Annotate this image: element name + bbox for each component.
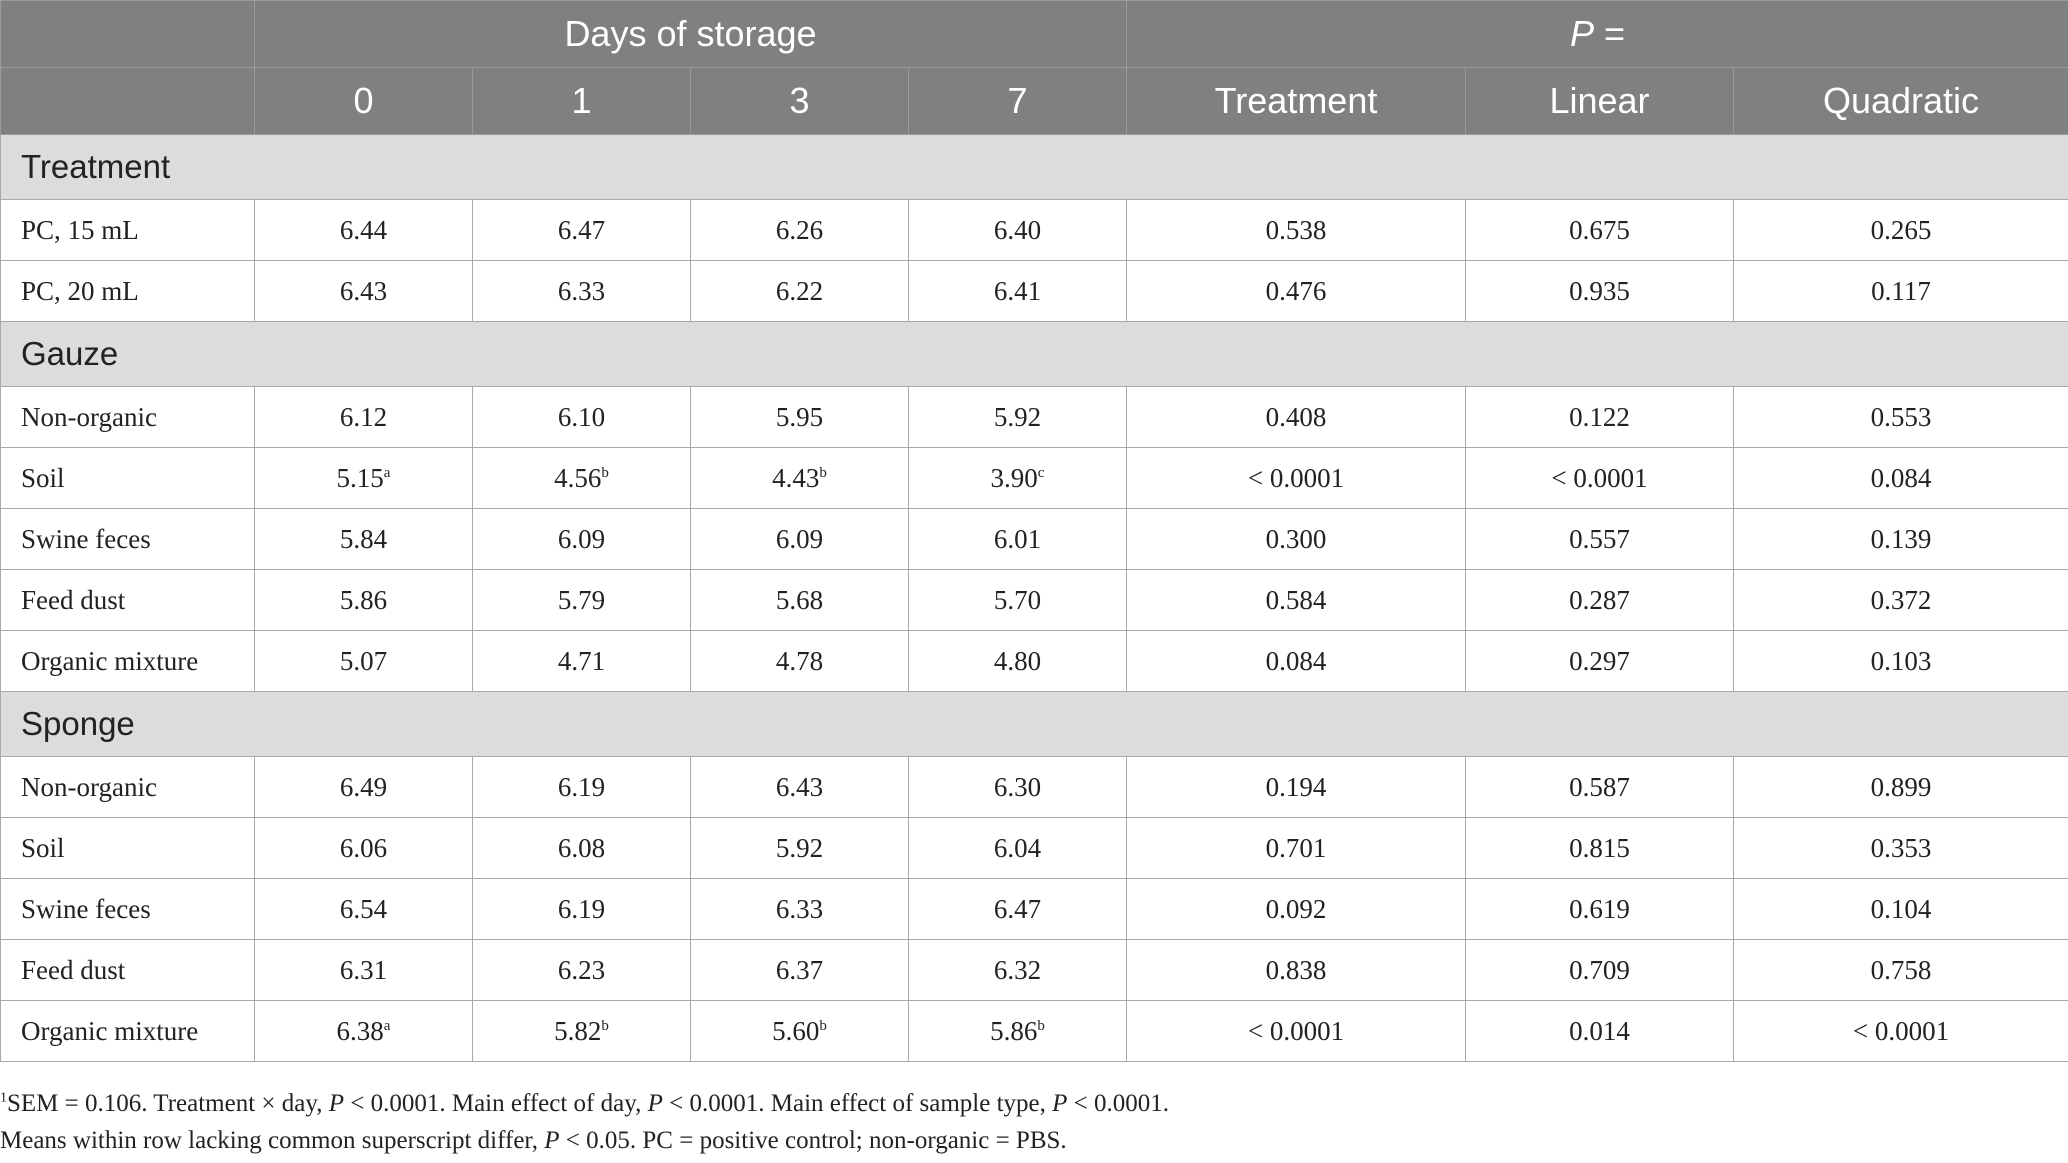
cell-value: 6.04 (993, 832, 1042, 863)
cell-day-3 (691, 757, 909, 818)
table-body (1, 135, 2068, 1062)
cell-day-3 (691, 509, 909, 570)
cell-p-quadratic: 0.758 (1734, 940, 2068, 1001)
cell-value: 5.79 (557, 584, 606, 615)
footnote-2-text-a: Means within row lacking common superscript differ, (0, 1127, 545, 1154)
row-label: PC, 15 mL (1, 200, 255, 261)
significance-letter: b (601, 1017, 609, 1034)
cell-day-1 (473, 200, 691, 261)
table-row (1, 261, 2068, 322)
cell-p-linear: < 0.0001 (1466, 448, 1734, 509)
cell-day-3 (691, 631, 909, 692)
cell-day-7 (909, 387, 1127, 448)
cell-day-3 (691, 200, 909, 261)
header-day-0: 0 (255, 68, 473, 135)
cell-value: 3.90 (990, 462, 1038, 493)
cell-value: 6.47 (557, 214, 606, 245)
footnote-2-p: P (544, 1127, 560, 1154)
cell-value: 6.33 (775, 893, 824, 924)
cell-value: 6.09 (775, 523, 824, 554)
header-day-1: 1 (473, 68, 691, 135)
header-p-label: P (1569, 13, 1594, 54)
footnote-1-p2: P (647, 1090, 663, 1117)
footnote-1-marker: 1 (0, 1090, 7, 1106)
cell-p-treatment: < 0.0001 (1127, 448, 1466, 509)
cell-p-linear: 0.619 (1466, 879, 1734, 940)
cell-p-linear: 0.014 (1466, 1001, 1734, 1062)
cell-day-3 (691, 570, 909, 631)
cell-value: 4.43 (772, 462, 820, 493)
cell-p-treatment: 0.476 (1127, 261, 1466, 322)
cell-p-treatment: 0.092 (1127, 879, 1466, 940)
cell-value: 5.07 (339, 645, 388, 676)
section-title: Sponge (1, 692, 2068, 757)
cell-value: 5.92 (775, 832, 824, 863)
cell-value: 6.38 (336, 1015, 384, 1046)
cell-p-treatment: 0.701 (1127, 818, 1466, 879)
cell-value: 4.71 (557, 645, 606, 676)
cell-value: 6.44 (339, 214, 388, 245)
cell-day-0 (255, 631, 473, 692)
row-label: Swine feces (1, 509, 255, 570)
significance-letter: a (383, 464, 391, 481)
cell-day-3 (691, 1001, 909, 1062)
row-label: Organic mixture (1, 1001, 255, 1062)
row-label: Feed dust (1, 940, 255, 1001)
cell-day-7 (909, 570, 1127, 631)
cell-day-0 (255, 879, 473, 940)
cell-value: 6.41 (993, 275, 1042, 306)
header-corner-2 (1, 68, 255, 135)
footnote-1-text-d: < 0.0001. (1067, 1090, 1170, 1117)
header-day-7: 7 (909, 68, 1127, 135)
cell-p-treatment: 0.194 (1127, 757, 1466, 818)
cell-value: 6.01 (993, 523, 1042, 554)
cell-day-0 (255, 570, 473, 631)
cell-p-quadratic: 0.104 (1734, 879, 2068, 940)
table-row (1, 448, 2068, 509)
footnote-1-text-a: SEM = 0.106. Treatment × day, (7, 1090, 329, 1117)
cell-day-1 (473, 818, 691, 879)
cell-day-3 (691, 940, 909, 1001)
cell-value: 6.32 (993, 954, 1042, 985)
cell-p-linear: 0.122 (1466, 387, 1734, 448)
cell-p-quadratic: 0.899 (1734, 757, 2068, 818)
header-row-groups (1, 1, 2068, 68)
cell-value: 5.82 (554, 1015, 602, 1046)
significance-letter: b (819, 464, 827, 481)
cell-p-quadratic: 0.103 (1734, 631, 2068, 692)
cell-p-quadratic: 0.139 (1734, 509, 2068, 570)
row-label: Non-organic (1, 387, 255, 448)
cell-day-7 (909, 509, 1127, 570)
cell-day-0 (255, 387, 473, 448)
cell-value: 5.15 (336, 462, 384, 493)
cell-value: 5.86 (990, 1015, 1038, 1046)
cell-value: 6.40 (993, 214, 1042, 245)
cell-day-0 (255, 1001, 473, 1062)
cell-value: 6.26 (775, 214, 824, 245)
cell-value: 6.22 (775, 275, 824, 306)
section-row (1, 692, 2068, 757)
cell-value: 5.86 (339, 584, 388, 615)
row-label: Soil (1, 448, 255, 509)
cell-day-7 (909, 1001, 1127, 1062)
footnote-2 (0, 1127, 1067, 1155)
cell-p-linear: 0.297 (1466, 631, 1734, 692)
table-row (1, 200, 2068, 261)
cell-day-0 (255, 448, 473, 509)
cell-value: 6.31 (339, 954, 388, 985)
cell-day-7 (909, 940, 1127, 1001)
header-p-suffix: = (1594, 13, 1626, 54)
header-day-3: 3 (691, 68, 909, 135)
cell-value: 6.19 (557, 771, 606, 802)
cell-value: 6.09 (557, 523, 606, 554)
cell-day-7 (909, 757, 1127, 818)
row-label: Organic mixture (1, 631, 255, 692)
cell-value: 5.95 (775, 401, 824, 432)
cell-day-7 (909, 448, 1127, 509)
cell-day-0 (255, 757, 473, 818)
cell-day-1 (473, 509, 691, 570)
cell-day-3 (691, 879, 909, 940)
cell-p-treatment: 0.584 (1127, 570, 1466, 631)
cell-p-treatment: < 0.0001 (1127, 1001, 1466, 1062)
cell-value: 6.37 (775, 954, 824, 985)
table-row (1, 631, 2068, 692)
row-label: Swine feces (1, 879, 255, 940)
section-row (1, 135, 2068, 200)
header-linear: Linear (1466, 68, 1734, 135)
header-p-group (1127, 1, 2068, 68)
cell-day-3 (691, 387, 909, 448)
cell-day-0 (255, 200, 473, 261)
cell-day-3 (691, 448, 909, 509)
footnote-1 (0, 1090, 1169, 1118)
cell-day-1 (473, 570, 691, 631)
cell-day-1 (473, 387, 691, 448)
row-label: PC, 20 mL (1, 261, 255, 322)
cell-day-7 (909, 261, 1127, 322)
cell-day-0 (255, 940, 473, 1001)
row-label: Soil (1, 818, 255, 879)
cell-day-7 (909, 818, 1127, 879)
cell-day-7 (909, 879, 1127, 940)
significance-letter: b (819, 1017, 827, 1034)
row-label: Feed dust (1, 570, 255, 631)
section-row (1, 322, 2068, 387)
cell-value: 6.10 (557, 401, 606, 432)
table-row (1, 387, 2068, 448)
footnote-1-p3: P (1052, 1090, 1068, 1117)
footnote-2-text-b: < 0.05. PC = positive control; non-organic = PBS. (559, 1127, 1067, 1154)
cell-p-linear: 0.587 (1466, 757, 1734, 818)
cell-p-quadratic: 0.084 (1734, 448, 2068, 509)
cell-p-linear: 0.709 (1466, 940, 1734, 1001)
cell-p-quadratic: 0.372 (1734, 570, 2068, 631)
cell-value: 6.54 (339, 893, 388, 924)
cell-value: 5.60 (772, 1015, 820, 1046)
cell-day-0 (255, 818, 473, 879)
cell-p-quadratic: 0.353 (1734, 818, 2068, 879)
cell-value: 5.70 (993, 584, 1042, 615)
cell-p-linear: 0.557 (1466, 509, 1734, 570)
cell-value: 6.06 (339, 832, 388, 863)
footnote-1-text-b: < 0.0001. Main effect of day, (344, 1090, 648, 1117)
cell-p-linear: 0.935 (1466, 261, 1734, 322)
cell-p-linear: 0.287 (1466, 570, 1734, 631)
cell-day-7 (909, 200, 1127, 261)
cell-p-treatment: 0.838 (1127, 940, 1466, 1001)
header-days-of-storage: Days of storage (255, 1, 1127, 68)
cell-day-1 (473, 1001, 691, 1062)
cell-day-0 (255, 261, 473, 322)
significance-letter: c (1037, 464, 1045, 481)
cell-value: 4.56 (554, 462, 602, 493)
cell-day-1 (473, 940, 691, 1001)
cell-value: 4.78 (775, 645, 824, 676)
cell-day-1 (473, 631, 691, 692)
table-row (1, 879, 2068, 940)
cell-value: 5.68 (775, 584, 824, 615)
section-title: Treatment (1, 135, 2068, 200)
significance-letter: b (601, 464, 609, 481)
cell-p-linear: 0.675 (1466, 200, 1734, 261)
table-row (1, 509, 2068, 570)
cell-p-treatment: 0.538 (1127, 200, 1466, 261)
cell-value: 6.19 (557, 893, 606, 924)
header-corner (1, 1, 255, 68)
footnote-1-p1: P (328, 1090, 344, 1117)
cell-value: 6.33 (557, 275, 606, 306)
cell-value: 4.80 (993, 645, 1042, 676)
cell-value: 5.92 (993, 401, 1042, 432)
cell-value: 6.43 (339, 275, 388, 306)
cell-p-linear: 0.815 (1466, 818, 1734, 879)
significance-letter: b (1037, 1017, 1045, 1034)
cell-p-quadratic: 0.553 (1734, 387, 2068, 448)
cell-value: 6.43 (775, 771, 824, 802)
cell-value: 5.84 (339, 523, 388, 554)
cell-day-0 (255, 509, 473, 570)
header-treatment: Treatment (1127, 68, 1466, 135)
cell-day-1 (473, 261, 691, 322)
section-title: Gauze (1, 322, 2068, 387)
header-quadratic: Quadratic (1734, 68, 2068, 135)
header-row-columns (1, 68, 2068, 135)
table-row (1, 818, 2068, 879)
footnote-1-text-c: < 0.0001. Main effect of sample type, (662, 1090, 1053, 1117)
cell-day-1 (473, 879, 691, 940)
cell-p-treatment: 0.408 (1127, 387, 1466, 448)
cell-p-treatment: 0.300 (1127, 509, 1466, 570)
cell-day-3 (691, 818, 909, 879)
table-row (1, 757, 2068, 818)
cell-value: 6.49 (339, 771, 388, 802)
cell-p-quadratic: 0.265 (1734, 200, 2068, 261)
cell-value: 6.23 (557, 954, 606, 985)
table-row (1, 940, 2068, 1001)
cell-value: 6.47 (993, 893, 1042, 924)
cell-value: 6.08 (557, 832, 606, 863)
cell-day-1 (473, 448, 691, 509)
cell-p-treatment: 0.084 (1127, 631, 1466, 692)
cell-p-quadratic: 0.117 (1734, 261, 2068, 322)
cell-day-3 (691, 261, 909, 322)
significance-letter: a (383, 1017, 391, 1034)
cell-day-7 (909, 631, 1127, 692)
cell-value: 6.12 (339, 401, 388, 432)
table-row (1, 1001, 2068, 1062)
cell-p-quadratic: < 0.0001 (1734, 1001, 2068, 1062)
table-row (1, 570, 2068, 631)
row-label: Non-organic (1, 757, 255, 818)
cell-day-1 (473, 757, 691, 818)
cell-value: 6.30 (993, 771, 1042, 802)
